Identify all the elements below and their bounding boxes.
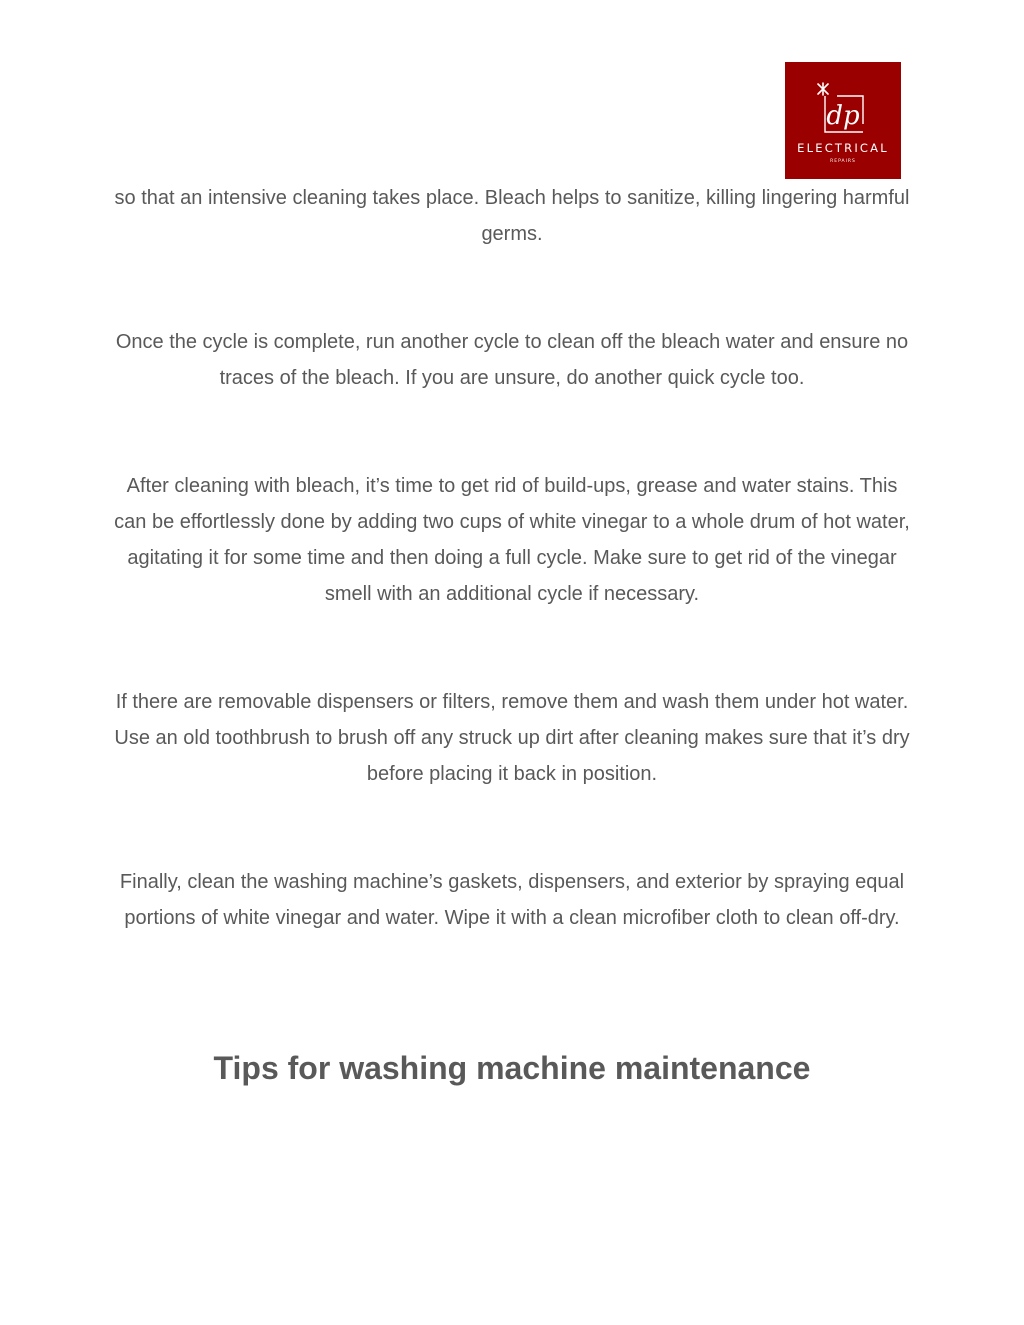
- paragraph-vinegar-clean: After cleaning with bleach, it’s time to get rid of build-ups, grease and water stains. This can be effortlessly done by adding two cups of white vinegar to a whole drum of hot water, agitating it for some time and then doing a full cycle. Make sure to get rid of the vinegar smell with an additional cycle if necessary.: [114, 475, 910, 605]
- logo-sub-text: REPAIRS: [830, 159, 856, 164]
- section-heading: Tips for washing machine maintenance: [213, 1050, 811, 1086]
- paragraph-rinse-cycle: Once the cycle is complete, run another cycle to clean off the bleach water and ensure no traces of the bleach. If you are unsure, do another quick cycle too.: [115, 331, 909, 389]
- paragraph-gaskets-exterior: Finally, clean the washing machine’s gaskets, dispensers, and exterior by spraying equal portions of white vinegar and water. Wipe it with a clean microfiber cloth to clean off-dry.: [119, 871, 905, 929]
- logo-brand-text: ELECTRICAL: [797, 141, 889, 155]
- paragraph-bleach-sanitize: so that an intensive cleaning takes place. Bleach helps to sanitize, killing lingering harmful germs.: [114, 187, 910, 245]
- brand-logo: [785, 62, 901, 179]
- logo-monogram: dp: [826, 101, 860, 131]
- paragraph-dispensers-filters: If there are removable dispensers or filters, remove them and wash them under hot water. Use an old toothbrush to brush off any struck up dirt after cleaning makes sure that it’s dry before placing it back in position.: [114, 691, 910, 785]
- dp-electrical-logo-icon: [785, 62, 901, 179]
